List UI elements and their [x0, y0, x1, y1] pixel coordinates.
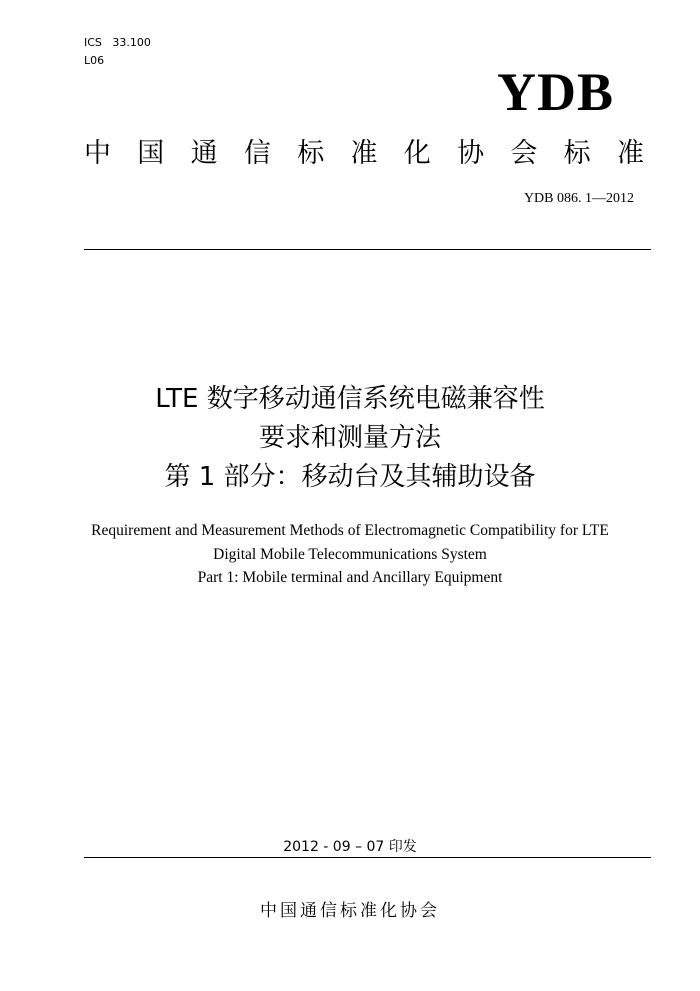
classification-code: L06 — [84, 54, 105, 67]
org-title-char: 准 — [616, 138, 644, 169]
org-title-char: 准 — [350, 138, 378, 169]
ics-code-line — [84, 36, 151, 50]
organization-title — [84, 136, 644, 172]
ydb-logo: YDB — [496, 62, 614, 122]
org-title-char: 中 — [84, 138, 111, 169]
chinese-title-line-1: LTE 数字移动通信系统电磁兼容性 — [155, 384, 545, 414]
org-title-char: 通 — [190, 138, 218, 169]
english-title-line-2: Digital Mobile Telecommunications System — [213, 546, 487, 563]
ics-label: ICS — [84, 36, 102, 49]
org-title-char: 国 — [137, 138, 165, 169]
footer-divider — [84, 857, 651, 858]
chinese-title-line-3: 第 1 部分：移动台及其辅助设备 — [164, 462, 536, 492]
org-title-char: 信 — [243, 138, 271, 169]
issue-date: 2012 - 09 – 07 印发 — [283, 839, 417, 855]
english-title-line-1: Requirement and Measurement Methods of Electromagnetic Compatibility for LTE — [91, 522, 609, 539]
ics-code: 33.100 — [112, 36, 151, 49]
org-title-char: 协 — [457, 138, 485, 169]
org-title-char: 会 — [510, 138, 538, 169]
standard-number: YDB 086. 1—2012 — [523, 191, 634, 206]
org-title-char: 标 — [563, 138, 591, 169]
chinese-title-line-2: 要求和测量方法 — [258, 423, 441, 453]
publisher-name: 中国通信标准化协会 — [260, 901, 440, 921]
english-title-line-3: Part 1: Mobile terminal and Ancillary Equipment — [197, 569, 503, 586]
header-divider — [84, 249, 651, 250]
org-title-char: 化 — [403, 138, 431, 169]
org-title-char: 标 — [297, 138, 325, 169]
